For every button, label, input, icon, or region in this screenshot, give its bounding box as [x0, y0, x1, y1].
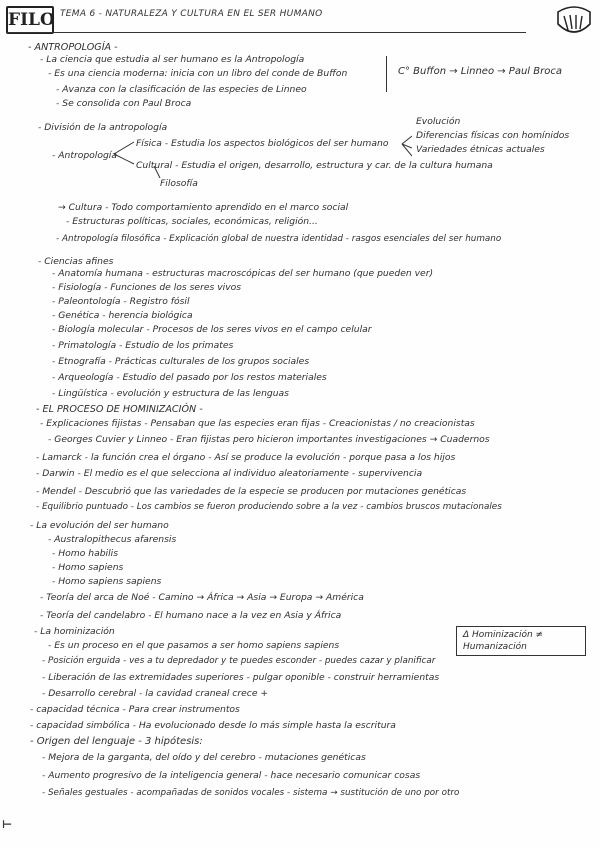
branch-arrows-icon	[112, 134, 412, 178]
note-line: - La ciencia que estudia al ser humano es la Antropología	[40, 54, 305, 65]
note-line: Física - Estudia los aspectos biológicos del ser humano	[136, 138, 389, 149]
note-line: Evolución	[416, 116, 461, 127]
note-line: - Origen del lenguaje - 3 hipótesis:	[30, 736, 203, 747]
note-line: - Ciencias afines	[38, 256, 114, 267]
note-line: - Darwin - El medio es el que selecciona al individuo aleatoriamente - supervivencia	[36, 468, 423, 479]
note-line: - Antropología filosófica - Explicación global de nuestra identidad - rasgos esenciales del ser humano	[56, 234, 502, 244]
note-line: - Antropología	[52, 150, 117, 161]
section-heading: - ANTROPOLOGÍA -	[28, 42, 118, 53]
note-line: - Biología molecular - Procesos de los seres vivos en el campo celular	[52, 324, 372, 335]
note-line: - Homo sapiens	[52, 562, 124, 573]
note-line: Cultural - Estudia el origen, desarrollo, estructura y car. de la cultura humana	[136, 160, 493, 171]
note-line: - Aumento progresivo de la inteligencia general - hace necesario comunicar cosas	[42, 770, 421, 781]
note-line: - División de la antropología	[38, 122, 168, 133]
note-line: - Es un proceso en el que pasamos a ser homo sapiens sapiens	[48, 640, 340, 651]
note-line: - Desarrollo cerebral - la cavidad craneal crece +	[42, 688, 269, 699]
note-line: - Primatología - Estudio de los primates	[52, 340, 234, 351]
note-line: → Cultura - Todo comportamiento aprendido en el marco social	[58, 202, 349, 213]
note-line: - Australopithecus afarensis	[48, 534, 177, 545]
note-line: - La evolución del ser humano	[30, 520, 169, 531]
note-line: Filosofía	[160, 178, 198, 189]
page-title: TEMA 6 - NATURALEZA Y CULTURA EN EL SER HUMANO	[60, 9, 323, 19]
note-line: - Liberación de las extremidades superiores - pulgar oponible - construir herramientas	[42, 672, 440, 683]
note-line: - Lingüística - evolución y estructura de las lenguas	[52, 388, 289, 399]
note-line: - Posición erguida - ves a tu depredador y te puedes esconder - puedes cazar y planificar	[42, 656, 436, 666]
margin-mark-icon: ⊢	[2, 818, 13, 831]
note-line: - Etnografía - Prácticas culturales de los grupos sociales	[52, 356, 310, 367]
logo-stamp-icon	[556, 4, 592, 38]
note-line: Variedades étnicas actuales	[416, 144, 545, 155]
note-line: - Equilibrio puntuado - Los cambios se fueron produciendo sobre a la vez - cambios bruscos mutacionales	[36, 502, 502, 512]
note-line: - Mejora de la garganta, del oído y del cerebro - mutaciones genéticas	[42, 752, 366, 763]
note-line: - Mendel - Descubrió que las variedades de la especie se producen por mutaciones genéticas	[36, 486, 467, 497]
note-line: - Lamarck - la función crea el órgano - Así se produce la evolución - porque pasa a los hijos	[36, 452, 456, 463]
note-line: - Genética - herencia biológica	[52, 310, 193, 321]
divider-bar	[386, 56, 387, 92]
note-line: Diferencias físicas con homínidos	[416, 130, 570, 141]
note-line: - Señales gestuales - acompañadas de sonidos vocales - sistema → sustitución de uno por otro	[42, 788, 460, 798]
note-line: - Homo sapiens sapiens	[52, 576, 162, 587]
note-line: C° Buffon → Linneo → Paul Broca	[398, 66, 562, 77]
note-line: - Fisiología - Funciones de los seres vivos	[52, 282, 242, 293]
note-line: - Teoría del arca de Noé - Camino → África → Asia → Europa → América	[40, 592, 364, 603]
note-line: - Estructuras políticas, sociales, económicas, religión...	[66, 216, 318, 227]
note-line: - La hominización	[34, 626, 115, 637]
header-underline	[6, 32, 526, 33]
note-line: - Avanza con la clasificación de las especies de Linneo	[56, 84, 307, 95]
note-line: - Anatomía humana - estructuras macroscópicas del ser humano (que pueden ver)	[52, 268, 434, 279]
note-line: - Teoría del candelabro - El humano nace a la vez en Asia y África	[40, 610, 342, 621]
note-line: - Se consolida con Paul Broca	[56, 98, 192, 109]
section-heading: - EL PROCESO DE HOMINIZACIÓN -	[36, 404, 203, 415]
subject-box: FILO	[6, 6, 54, 34]
note-line: - Arqueología - Estudio del pasado por los restos materiales	[52, 372, 327, 383]
note-line: - Paleontología - Registro fósil	[52, 296, 190, 307]
note-line: - capacidad simbólica - Ha evolucionado desde lo más simple hasta la escritura	[30, 720, 396, 731]
note-line: - Georges Cuvier y Linneo - Eran fijistas pero hicieron importantes investigaciones → Cuadernos	[48, 434, 490, 445]
boxed-note-text: Δ Hominización ≠ Humanización	[463, 630, 544, 652]
note-line: - Es una ciencia moderna: inicia con un libro del conde de Buffon	[48, 68, 348, 79]
note-line: - Explicaciones fijistas - Pensaban que las especies eran fijas - Creacionistas / no creacionistas	[40, 418, 475, 429]
boxed-note	[456, 626, 586, 656]
note-line: - Homo habilis	[52, 548, 118, 559]
note-line: - capacidad técnica - Para crear instrumentos	[30, 704, 240, 715]
